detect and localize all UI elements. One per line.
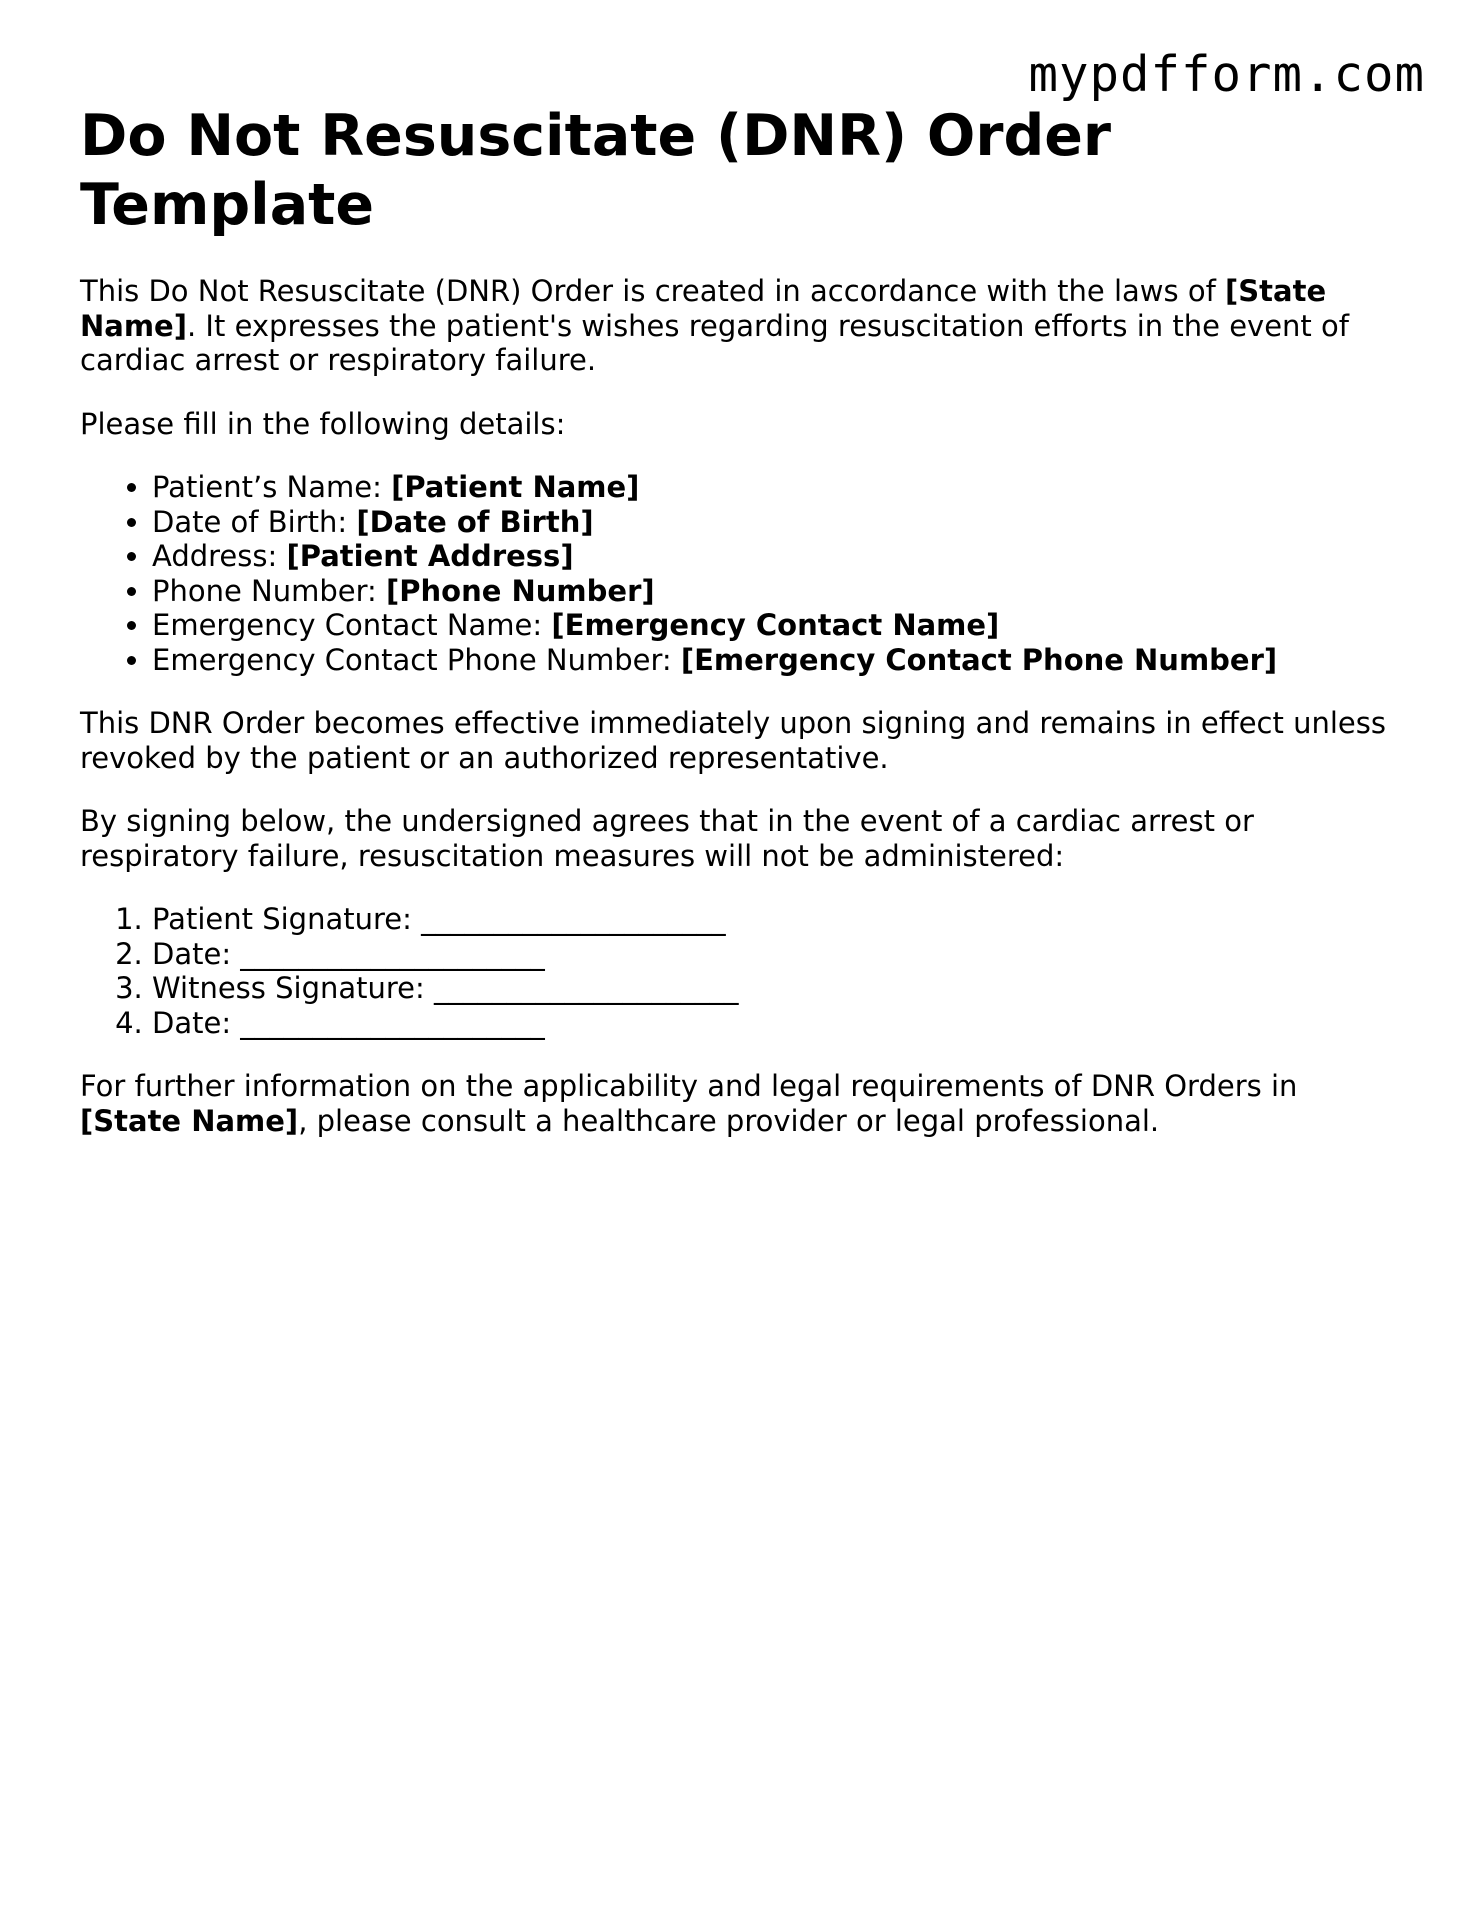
watermark-logo: mypdfform.com <box>1028 46 1425 103</box>
detail-item-emergency-contact-phone <box>152 643 1400 678</box>
intro-text-end: . It expresses the patient's wishes regarding resuscitation efforts in the event of cardiac arrest or respiratory failure. <box>80 308 1349 377</box>
detail-placeholder: [Patient Name] <box>391 470 640 504</box>
detail-item-patient-name <box>152 470 1400 505</box>
state-name-placeholder: [State Name] <box>80 274 1327 343</box>
page-title: Do Not Resuscitate (DNR) Order Template <box>80 103 1112 238</box>
detail-label: Date of Birth: <box>152 504 357 539</box>
detail-placeholder: [Phone Number] <box>386 573 655 608</box>
signing-paragraph: By signing below, the undersigned agrees that in the event of a cardiac arrest or respiratory failure, resuscitation measures will not be administered: <box>80 804 1254 873</box>
further-text-end: , please consult a healthcare provider or legal professional. <box>298 1103 1160 1138</box>
detail-placeholder: [Patient Address] <box>286 539 574 573</box>
signature-line-witness: 3. Witness Signature: _____________________ <box>152 971 1400 1006</box>
detail-item-emergency-contact-name <box>152 608 1400 643</box>
further-text-start: For further information on the applicability and legal requirements of DNR Orders in <box>80 1069 1298 1103</box>
detail-label: Emergency Contact Name: <box>152 608 552 642</box>
detail-placeholder: [Emergency Contact Phone Number] <box>680 642 1278 677</box>
patient-details-list <box>80 470 1400 677</box>
detail-label: Phone Number: <box>152 573 387 608</box>
detail-item-phone-number <box>152 574 1400 609</box>
detail-label: Patient’s Name: <box>152 470 392 504</box>
further-info-paragraph <box>80 1069 1400 1138</box>
fill-prompt: Please fill in the following details: <box>80 406 566 441</box>
signature-line-date: 4. Date: _____________________ <box>152 1006 1400 1041</box>
intro-text-start: This Do Not Resuscitate (DNR) Order is created in accordance with the laws of <box>80 274 1226 308</box>
signature-line-date: 2. Date: _____________________ <box>152 937 1400 972</box>
effective-paragraph: This DNR Order becomes effective immediately upon signing and remains in effect unless revoked by the patient or an authorized representative. <box>80 706 1386 775</box>
detail-item-date-of-birth <box>152 505 1400 540</box>
signature-list <box>80 902 1400 1040</box>
state-name-placeholder: [State Name] <box>80 1103 299 1138</box>
intro-paragraph <box>80 274 1400 378</box>
detail-placeholder: [Date of Birth] <box>356 504 594 539</box>
detail-item-address <box>152 539 1400 574</box>
detail-placeholder: [Emergency Contact Name] <box>551 608 1000 642</box>
detail-label: Emergency Contact Phone Number: <box>152 642 681 677</box>
document-body <box>80 102 1400 1138</box>
detail-label: Address: <box>152 539 287 573</box>
signature-line-patient: 1. Patient Signature: _____________________ <box>152 902 1400 937</box>
